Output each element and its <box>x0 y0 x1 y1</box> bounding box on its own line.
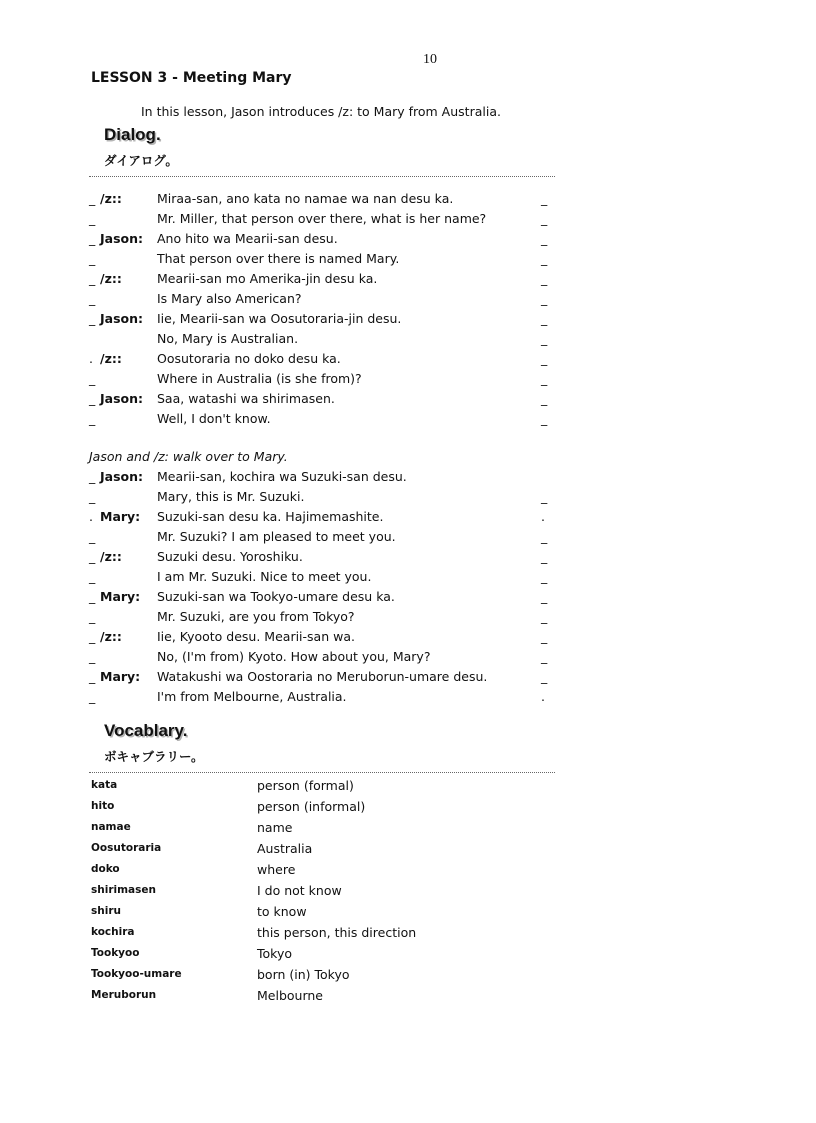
dialog-text: Is Mary also American? <box>157 291 302 306</box>
stage-direction <box>0 447 816 467</box>
speaker-name: Jason: <box>100 469 144 484</box>
vocabulary-meaning: Australia <box>257 841 313 856</box>
dialog-line <box>0 249 816 269</box>
margin-mark-right: _ <box>541 331 548 346</box>
dialog-text: Well, I don't know. <box>157 411 271 426</box>
vocabulary-row <box>0 775 816 796</box>
vocabulary-row <box>0 817 816 838</box>
dialog-line <box>0 409 816 429</box>
dialog-text: Suzuki-san wa Tookyo-umare desu ka. <box>157 589 395 604</box>
speaker-name: /z:: <box>100 351 122 366</box>
dialog-line <box>0 467 816 487</box>
margin-mark-left: _ <box>89 391 96 406</box>
vocabulary-row <box>0 880 816 901</box>
margin-mark-left: _ <box>89 529 96 544</box>
margin-mark-left: _ <box>89 191 96 206</box>
margin-mark-right: _ <box>541 231 548 246</box>
dialog-line <box>0 507 816 527</box>
margin-mark-right: _ <box>541 371 548 386</box>
speaker-name: /z:: <box>100 271 122 286</box>
margin-mark-right: _ <box>541 411 548 426</box>
margin-mark-left: _ <box>89 291 96 306</box>
dialog-line <box>0 687 816 707</box>
speaker-name: /z:: <box>100 549 122 564</box>
margin-mark-left: _ <box>89 689 96 704</box>
margin-mark-left: _ <box>89 211 96 226</box>
dialog-text: Miraa-san, ano kata no namae wa nan desu ka. <box>157 191 454 206</box>
margin-mark-right: . <box>541 509 545 524</box>
vocabulary-row <box>0 964 816 985</box>
stage-direction-text: Jason and /z: walk over to Mary. <box>89 449 288 464</box>
dialog-line <box>0 667 816 687</box>
dialog-line <box>0 627 816 647</box>
vocabulary-term: hito <box>91 800 115 812</box>
dialog-text: Mr. Suzuki, are you from Tokyo? <box>157 609 355 624</box>
vocabulary-meaning: name <box>257 820 293 835</box>
vocabulary-meaning: Tokyo <box>257 946 292 961</box>
dialog-line <box>0 487 816 507</box>
vocabulary-meaning: to know <box>257 904 307 919</box>
vocabulary-term: kochira <box>91 926 135 938</box>
dialog-text: Iie, Kyooto desu. Mearii-san wa. <box>157 629 355 644</box>
dialog-heading: Dialog. <box>104 125 161 144</box>
vocabulary-term: Tookyoo <box>91 947 140 959</box>
margin-mark-right: _ <box>541 489 548 504</box>
vocabulary-row <box>0 796 816 817</box>
dialog-line <box>0 547 816 567</box>
margin-mark-right: _ <box>541 191 548 206</box>
speaker-name: Mary: <box>100 589 141 604</box>
margin-mark-left: _ <box>89 469 96 484</box>
speaker-name: Jason: <box>100 311 144 326</box>
margin-mark-left: . <box>89 351 93 366</box>
dialog-line <box>0 369 816 389</box>
lesson-intro: In this lesson, Jason introduces /z: to Mary from Australia. <box>141 104 501 119</box>
margin-mark-left: _ <box>89 649 96 664</box>
vocabulary-term: shirimasen <box>91 884 156 896</box>
dialog-line <box>0 329 816 349</box>
vocabulary-heading: Vocablary. <box>104 721 188 740</box>
dialog-text: I am Mr. Suzuki. Nice to meet you. <box>157 569 372 584</box>
dialog-line <box>0 607 816 627</box>
vocabulary-row <box>0 901 816 922</box>
margin-mark-right: _ <box>541 669 548 684</box>
dialog-line <box>0 229 816 249</box>
margin-mark-left: _ <box>89 629 96 644</box>
dialog-line <box>0 209 816 229</box>
vocabulary-term: Oosutoraria <box>91 842 162 854</box>
margin-mark-right: _ <box>541 271 548 286</box>
dialog-text: Oosutoraria no doko desu ka. <box>157 351 341 366</box>
margin-mark-left: _ <box>89 589 96 604</box>
margin-mark-right: _ <box>541 391 548 406</box>
dialog-text: Mearii-san mo Amerika-jin desu ka. <box>157 271 378 286</box>
margin-mark-right: _ <box>541 251 548 266</box>
vocabulary-meaning: I do not know <box>257 883 342 898</box>
vocabulary-term: Meruborun <box>91 989 157 1001</box>
margin-mark-right: _ <box>541 609 548 624</box>
vocabulary-meaning: person (formal) <box>257 778 354 793</box>
margin-mark-right: _ <box>541 569 548 584</box>
dialog-text: No, (I'm from) Kyoto. How about you, Mary? <box>157 649 431 664</box>
margin-mark-right: _ <box>541 549 548 564</box>
margin-mark-left: _ <box>89 411 96 426</box>
margin-mark-left: _ <box>89 609 96 624</box>
dialog-line <box>0 289 816 309</box>
margin-mark-right: _ <box>541 629 548 644</box>
vocabulary-row <box>0 943 816 964</box>
margin-mark-right: . <box>541 689 545 704</box>
vocabulary-term: shiru <box>91 905 121 917</box>
dialog-text: I'm from Melbourne, Australia. <box>157 689 347 704</box>
margin-mark-right: _ <box>541 589 548 604</box>
speaker-name: Mary: <box>100 509 141 524</box>
dialog-text: Saa, watashi wa shirimasen. <box>157 391 335 406</box>
dialog-divider <box>89 176 555 177</box>
dialog-text: Watakushi wa Oostoraria no Meruborun-umare desu. <box>157 669 488 684</box>
vocabulary-heading-japanese: ボキャブラリー。 <box>104 749 204 764</box>
dialog-text: No, Mary is Australian. <box>157 331 299 346</box>
vocabulary-term: kata <box>91 779 118 791</box>
margin-mark-left: _ <box>89 669 96 684</box>
vocabulary-row <box>0 985 816 1006</box>
vocabulary-row <box>0 922 816 943</box>
dialog-line <box>0 309 816 329</box>
margin-mark-left: _ <box>89 549 96 564</box>
page-number: 10 <box>423 52 437 67</box>
dialog-line <box>0 567 816 587</box>
dialog-text: Mr. Suzuki? I am pleased to meet you. <box>157 529 396 544</box>
dialog-text: Mearii-san, kochira wa Suzuki-san desu. <box>157 469 407 484</box>
vocabulary-row <box>0 859 816 880</box>
dialog-line <box>0 527 816 547</box>
margin-mark-right: _ <box>541 291 548 306</box>
dialog-text: Mary, this is Mr. Suzuki. <box>157 489 305 504</box>
speaker-name: Mary: <box>100 669 141 684</box>
dialog-text: Ano hito wa Mearii-san desu. <box>157 231 338 246</box>
dialog-text: Where in Australia (is she from)? <box>157 371 362 386</box>
vocabulary-meaning: this person, this direction <box>257 925 417 940</box>
margin-mark-left: _ <box>89 271 96 286</box>
dialog-text: Mr. Miller, that person over there, what is her name? <box>157 211 487 226</box>
vocabulary-meaning: where <box>257 862 296 877</box>
dialog-text: That person over there is named Mary. <box>157 251 400 266</box>
vocabulary-divider <box>89 772 555 773</box>
vocabulary-row <box>0 838 816 859</box>
vocabulary-meaning: Melbourne <box>257 988 323 1003</box>
margin-mark-left: _ <box>89 311 96 326</box>
margin-mark-right: _ <box>541 351 548 366</box>
speaker-name: Jason: <box>100 231 144 246</box>
dialog-line <box>0 389 816 409</box>
lesson-title: LESSON 3 - Meeting Mary <box>91 70 292 86</box>
margin-mark-right: _ <box>541 529 548 544</box>
dialog-heading-japanese: ダイアログ。 <box>104 153 178 168</box>
vocabulary-term: doko <box>91 863 120 875</box>
vocabulary-term: namae <box>91 821 131 833</box>
dialog-line <box>0 349 816 369</box>
dialog-line <box>0 647 816 667</box>
dialog-line <box>0 587 816 607</box>
margin-mark-left: _ <box>89 371 96 386</box>
dialog-line <box>0 269 816 289</box>
dialog-line <box>0 189 816 209</box>
dialog-text: Iie, Mearii-san wa Oosutoraria-jin desu. <box>157 311 402 326</box>
vocabulary-term: Tookyoo-umare <box>91 968 182 980</box>
vocabulary-meaning: person (informal) <box>257 799 366 814</box>
vocabulary-meaning: born (in) Tokyo <box>257 967 350 982</box>
speaker-name: Jason: <box>100 391 144 406</box>
dialog-text: Suzuki-san desu ka. Hajimemashite. <box>157 509 384 524</box>
speaker-name: /z:: <box>100 629 122 644</box>
margin-mark-left: . <box>89 509 93 524</box>
margin-mark-right: _ <box>541 311 548 326</box>
speaker-name: /z:: <box>100 191 122 206</box>
margin-mark-right: _ <box>541 649 548 664</box>
margin-mark-left: _ <box>89 569 96 584</box>
margin-mark-left: _ <box>89 251 96 266</box>
margin-mark-right: _ <box>541 211 548 226</box>
margin-mark-left: _ <box>89 231 96 246</box>
dialog-text: Suzuki desu. Yoroshiku. <box>157 549 303 564</box>
margin-mark-left: _ <box>89 489 96 504</box>
